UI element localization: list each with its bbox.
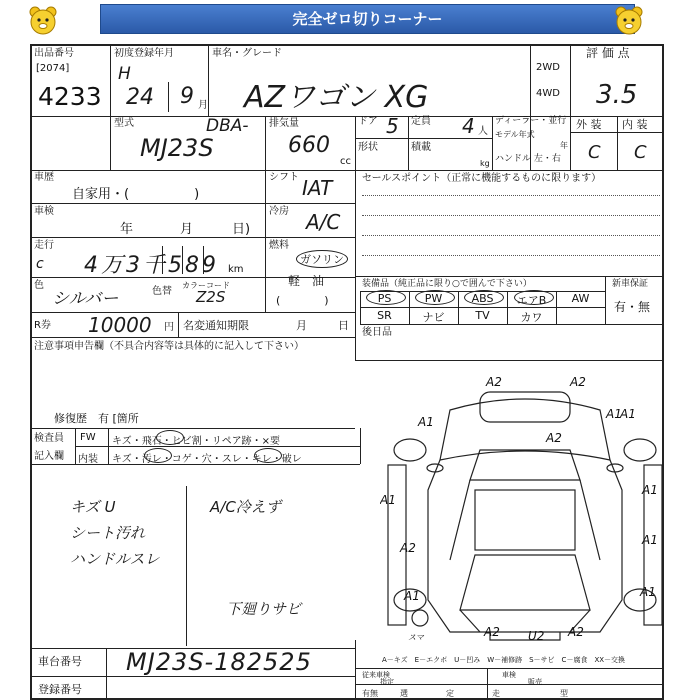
damage-mark: A2 [568, 625, 584, 639]
damage-mark: A1 [606, 407, 622, 421]
load-label: 積載 [411, 142, 431, 153]
bottom-small-8: 走 [492, 689, 500, 698]
equip-ps: PS [377, 292, 392, 305]
grade-label: 評 価 点 [586, 46, 630, 60]
handle-label: ハンドル 左・右 [495, 154, 561, 164]
reg-year: 24 [126, 85, 154, 110]
model-value: MJ23S [140, 134, 214, 162]
insp-month: 月 [180, 222, 194, 237]
damage-mark: A1 [380, 493, 396, 507]
fw-text: キズ・飛石・ヒビ割・リペア跡・×要 [112, 436, 280, 447]
sales-label: セールスポイント（正常に機能するものに限ります） [362, 173, 602, 184]
ext-grade: C [588, 142, 601, 163]
damage-mark: A2 [546, 431, 562, 445]
drive-2wd: 2WD [536, 62, 560, 73]
shift-label: シフト [269, 172, 299, 183]
bottom-small-3: 車検 [502, 671, 516, 679]
bottom-small-9: 型 [560, 689, 568, 698]
mileage-label: 走行 [34, 240, 54, 251]
fw-label: FW [80, 432, 96, 443]
door-value: 5 [386, 114, 399, 138]
color-value: シルバー [52, 289, 119, 309]
rear-label: 後日品 [362, 327, 392, 338]
mascot-left-icon [26, 4, 60, 38]
equip-tv: TV [475, 309, 490, 322]
door-label: ドア [358, 116, 378, 127]
drive-4wd: 4WD [536, 88, 560, 99]
ac-value: A/C [306, 210, 341, 234]
damage-mark: スマ [408, 633, 424, 642]
recycle-value: 10000 [88, 313, 152, 337]
damage-mark: A2 [400, 541, 416, 555]
model-label: 型式 [114, 118, 134, 129]
bottom-small-6: 選 [400, 689, 408, 698]
cap-label: 定員 [411, 116, 431, 127]
mileage-value: 4万3千589 [84, 253, 219, 278]
equip-airbag: エアB [516, 294, 547, 307]
in-text: キズ・汚レ・コゲ・穴・スレ・キレ・破レ [112, 454, 302, 465]
bottom-small-1: 従来車検 [362, 671, 390, 679]
recycle-unit: 円 [164, 322, 174, 333]
chassis-value: MJ23S-182525 [126, 648, 312, 676]
fuel-label: 燃料 [269, 240, 289, 251]
fuel-light: 軽 油 [288, 274, 325, 288]
damage-mark: U2 [528, 629, 545, 643]
damage-mark: A1 [642, 533, 658, 547]
car-name: AZワゴン XG [244, 80, 429, 115]
insp-staff-label: 検査員 [34, 433, 64, 444]
equip-leather: カワ [520, 311, 543, 324]
note-item-2: シート汚れ [70, 524, 146, 542]
lot-number: 4233 [38, 82, 102, 111]
shift-value: IAT [302, 176, 333, 200]
tc-day: 日 [338, 319, 349, 332]
bottom-small-5: 有無 [362, 689, 378, 698]
lot-sub: [2074] [36, 63, 70, 74]
fuel-paren: ( ) [276, 294, 329, 307]
disp-unit: cc [340, 156, 351, 167]
reg-label: 初度登録年月 [114, 48, 174, 59]
int-grade: C [634, 142, 647, 163]
bottom-small-2: 指定 [380, 678, 394, 686]
mileage-note: c [36, 256, 44, 272]
disp-label: 排気量 [269, 118, 299, 129]
repair-label: 修復歴 有 [箇所 [54, 412, 139, 425]
damage-mark: A1 [640, 585, 656, 599]
chassis-label: 車台番号 [38, 655, 82, 668]
bottom-small-4: 販売 [528, 678, 542, 686]
damage-mark: A2 [570, 375, 586, 389]
damage-mark: A1 [404, 589, 420, 603]
mascot-right-icon [612, 4, 646, 38]
tc-month: 月 [296, 319, 307, 332]
reg-era: H [118, 64, 131, 84]
reg-month-unit: 月 [198, 100, 208, 111]
insp-day: 日) [232, 222, 251, 237]
damage-mark: A2 [486, 375, 502, 389]
note-item-3: ハンドルスレ [70, 550, 160, 568]
grade-value: 3.5 [596, 80, 638, 110]
notes-label: 注意事項申告欄（不具合内容等は具体的に記入して下さい） [34, 341, 304, 352]
equip-label: 装備品（純正品に限り○で囲んで下さい） [362, 279, 532, 289]
color-label: 色 [34, 280, 44, 291]
recycle-label: R券 [34, 320, 51, 331]
lot-label: 出品番号 [34, 48, 74, 59]
fuel-gas: ガソリン [296, 250, 348, 268]
model-prefix: DBA- [206, 116, 249, 136]
legend-text: A－キズ E－エクボ U－凹み W－補修跡 S－サビ C－腐食 XX－交換 [382, 656, 626, 664]
bottom-small-7: 定 [446, 689, 454, 698]
record-label: 記入欄 [34, 451, 64, 462]
damage-mark: A1 [418, 415, 434, 429]
insp-year: 年 [120, 222, 134, 237]
car-diagram [380, 370, 670, 650]
newcar-label: 新車保証 [612, 279, 649, 289]
name-label: 車名・グレード [212, 48, 282, 59]
equip-aw: AW [571, 292, 590, 305]
cap-value: 4 [462, 114, 475, 138]
note-right-2: 下廻りサビ [226, 600, 302, 618]
use-label: 車歴 [34, 172, 54, 183]
model-year-unit: 年 [560, 141, 568, 150]
page-title: 完全ゼロ切りコーナー [100, 4, 635, 34]
use-value: 自家用・( ) [72, 187, 200, 202]
damage-mark: A1 [642, 483, 658, 497]
damage-mark: A1 [620, 407, 636, 421]
equip-abs: ABS [471, 292, 494, 305]
note-right-1: A/C冷えず [210, 498, 281, 516]
load-unit: kg [480, 159, 490, 168]
equip-sr: SR [377, 309, 392, 322]
reg-month: 9 [180, 84, 194, 109]
ac-label: 冷房 [269, 206, 289, 217]
title-change-label: 名変通知期限 [183, 319, 249, 332]
model-year-label: モデル年式 [495, 130, 535, 139]
equip-navi: ナビ [422, 311, 445, 324]
shape-label: 形状 [358, 142, 378, 153]
km-unit: km [228, 264, 244, 275]
dealer-label: ディーラー・並行 [495, 116, 567, 126]
note-item-1: キズ U [70, 498, 116, 516]
cap-unit: 人 [478, 126, 488, 137]
in-label: 内装 [78, 454, 98, 465]
color-swap-label: 色替 [152, 286, 172, 297]
newcar-value: 有・無 [614, 300, 651, 314]
int-label: 内 装 [622, 118, 648, 131]
disp-value: 660 [288, 133, 330, 158]
inspection-label: 車検 [34, 206, 54, 217]
equip-pw: PW [424, 292, 443, 305]
damage-mark: A2 [484, 625, 500, 639]
ext-label: 外 装 [576, 118, 602, 131]
color-code-value: Z2S [196, 288, 226, 306]
color-code-label: カラーコード [182, 281, 230, 290]
regno-label: 登録番号 [38, 683, 82, 696]
